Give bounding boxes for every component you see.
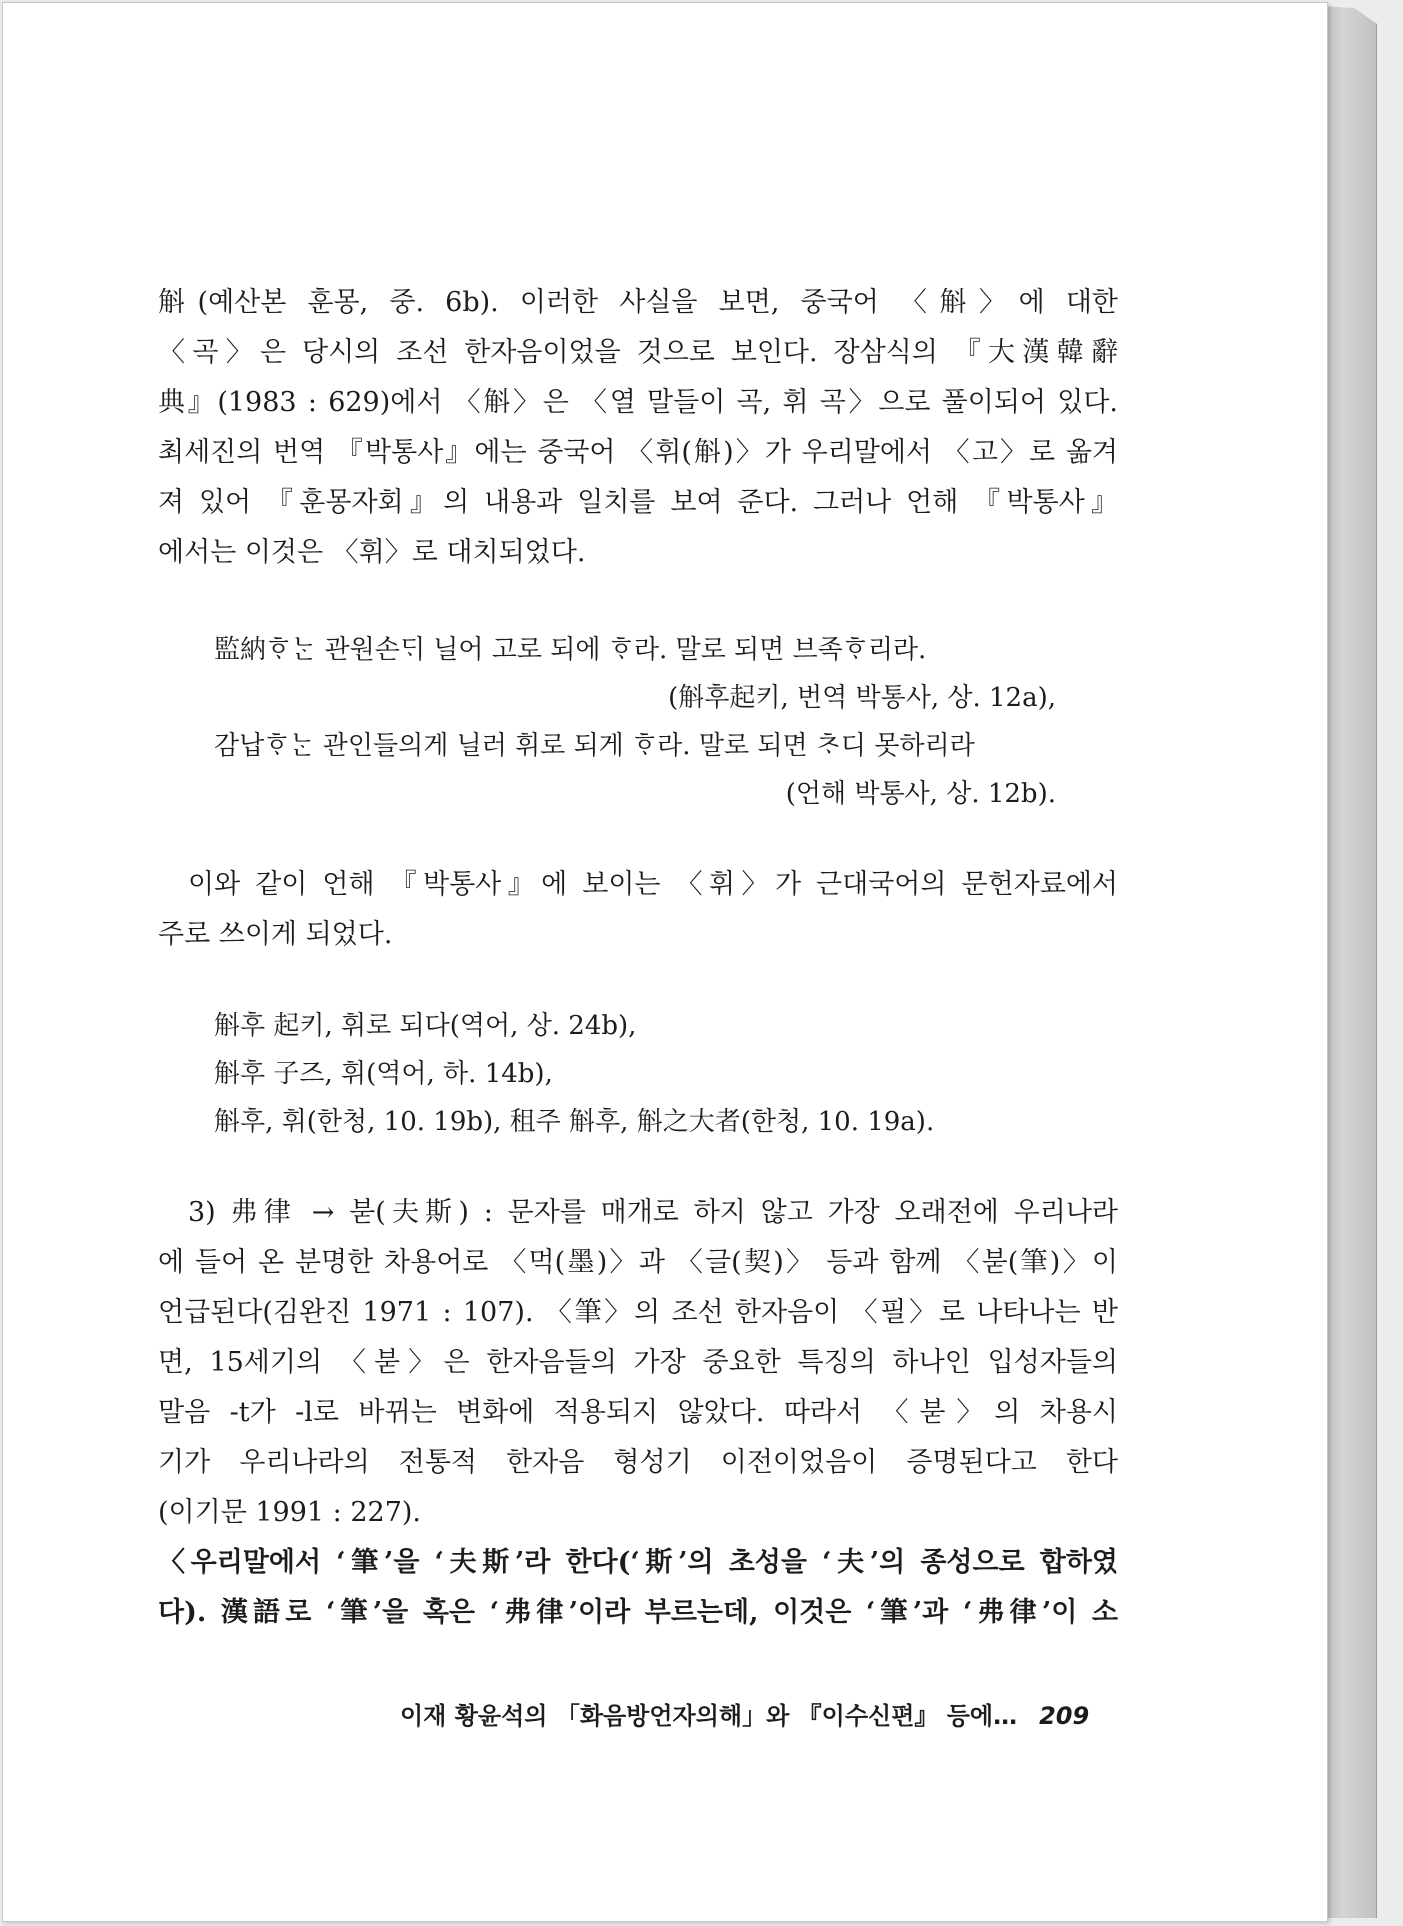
paragraph-1 [158,278,1118,578]
text-line: 이와 같이 언해 『박통사』에 보이는 〈휘〉가 근대국어의 문헌자료에서 [188,869,1118,900]
quote-line: 斛후 起키, 휘로 되다(역어, 상. 24b), [214,1011,637,1041]
text-line: 언급된다(김완진 1971 : 107). 〈筆〉의 조선 한자음이 〈필〉로 나타나는 반 [158,1297,1118,1328]
running-title: 이재 황윤석의 「화음방언자의해」와 『이수신편』 등에… [400,1702,1018,1730]
quote-line: 斛후, 휘(한청, 10. 19b), 租주 斛후, 斛之大者(한청, 10. 19a). [214,1107,935,1137]
text-line: 져 있어 『훈몽자회』의 내용과 일치를 보여 준다. 그러나 언해 『박통사』 [158,487,1118,518]
paragraph-4 [158,1538,1118,1638]
page-body [158,278,1118,1638]
quote-line: 監納ᄒᆞᄂᆞᆫ 관원손ᄃᆡ 닐어 고로 되에 ᄒᆞ라. 말로 되면 브족ᄒᆞ리라. [214,635,927,665]
quote-block-1 [158,626,1118,818]
text-line: 〈우리말에서 ‘筆’을 ‘夫斯’라 한다(‘斯’의 초성을 ‘夫’의 종성으로 합하였 [158,1547,1118,1578]
text-line: 기가 우리나라의 전통적 한자음 형성기 이전이었음이 증명된다고 한다 [158,1447,1118,1478]
page-number: 209 [1039,1702,1090,1730]
text-line: 다). 漢語로 ‘筆’을 혹은 ‘弗律’이라 부르는데, 이것은 ‘筆’과 ‘弗律’이 소 [158,1597,1118,1628]
text-line: 典』(1983 : 629)에서 〈斛〉은 〈열 말들이 곡, 휘 곡〉으로 풀이되어 있다. [158,387,1118,418]
page-footer [400,1696,1090,1731]
quote-block-2 [158,1002,1118,1146]
quote-citation: (斛후起키, 번역 박통사, 상. 12a), [668,683,1056,713]
text-line: (이기문 1991 : 227). [158,1497,421,1528]
text-line: 주로 쓰이게 되었다. [158,919,393,950]
quote-citation: (언해 박통사, 상. 12b). [785,779,1056,809]
text-line: 3) 弗律 → 붇(夫斯) : 문자를 매개로 하지 않고 가장 오래전에 우리나라 [188,1197,1118,1228]
text-line: 에 들어 온 분명한 차용어로 〈먹(墨)〉과 〈글(契)〉 등과 함께 〈붇(筆)〉이 [158,1247,1118,1278]
quote-line: 감납ᄒᆞᄂᆞᆫ 관인들의게 닐러 휘로 되게 ᄒᆞ라. 말로 되면 ᄎᆞ디 못하리라 [214,731,975,761]
text-line: 말음 -t가 -l로 바뀌는 변화에 적용되지 않았다. 따라서 〈붇〉의 차용시 [158,1397,1118,1428]
paragraph-2 [158,860,1118,960]
quote-line: 斛후 子즈, 휘(역어, 하. 14b), [214,1059,553,1089]
text-line: 에서는 이것은 〈휘〉로 대치되었다. [158,537,586,568]
text-line: 최세진의 번역 『박통사』에는 중국어 〈휘(斛)〉가 우리말에서 〈고〉로 옮겨 [158,437,1118,468]
text-line: 斛(예산본 훈몽, 중. 6b). 이러한 사실을 보면, 중국어 〈斛〉에 대한 [158,287,1118,318]
paragraph-3 [158,1188,1118,1538]
text-line: 〈곡〉은 당시의 조선 한자음이었을 것으로 보인다. 장삼식의 『大漢韓辭 [158,337,1118,368]
book-page-edge [1320,6,1377,1918]
text-line: 면, 15세기의 〈붇〉은 한자음들의 가장 중요한 특징의 하나인 입성자들의 [158,1347,1118,1378]
